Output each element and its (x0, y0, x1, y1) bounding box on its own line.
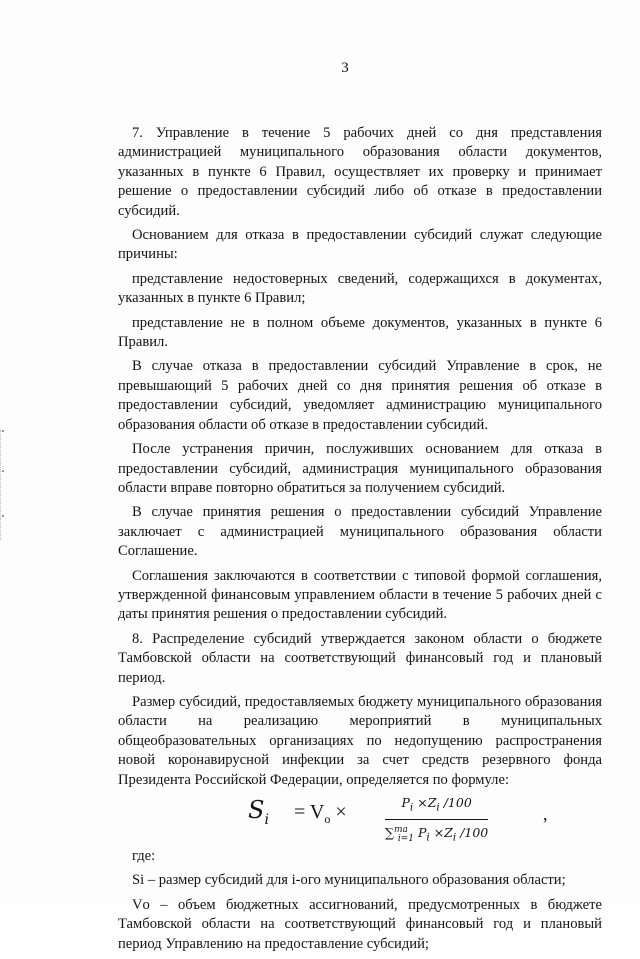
formula-denominator: ∑$^{ma}_{i=1}$ $P_i \times Z_i$ /100 (385, 824, 489, 844)
document-body (118, 124, 602, 959)
paragraph-agreement: В случае принятия решения о предоставлении субсидий Управление заключает с администрацией муниципального образования области Соглашение. (118, 504, 602, 560)
paragraph-8: 8. Распределение субсидий утверждается законом области о бюджете Тамбовской области на соответствующий финансовый год и плановый период. (118, 630, 602, 686)
formula-rhs-start: = $V_о$ × (294, 801, 347, 826)
margin-dot (2, 430, 4, 432)
page-number: 3 (341, 60, 349, 76)
formula-fraction (385, 793, 488, 849)
paragraph-7: 7. Управление в течение 5 рабочих дней со дня представления администрацией муниципального образования области документов, указанных в пункте 6 Правил, осуществляет их проверку и принимает решение о предоставлении субсидий либо об отказе в предоставлении субсидий. (118, 125, 602, 219)
paragraph-refusal-notice: В случае отказа в предоставлении субсидий Управление в срок, не превышающий 5 рабочих дней со дня принятия решения об отказе в предоставлении субсидий, уведомляет администрацию муниципального образования области об отказе в предоставлении субсидий. (118, 358, 602, 433)
margin-dot (2, 470, 4, 472)
paragraph-agreement-form: Соглашения заключаются в соответствии с типовой формой соглашения, утвержденной финансовым управлением области в течение 5 рабочих дней с даты принятия решения о предоставлении субсидий. (118, 567, 602, 623)
margin-scan-mark (0, 430, 4, 540)
formula-trailing-comma: , (543, 804, 548, 824)
paragraph-reason-1: представление недостоверных сведений, содержащихся в документах, указанных в пункте 6 Правил; (118, 270, 602, 307)
paragraph-where: где: (132, 848, 156, 864)
formula-lhs: $S_i$ (248, 796, 269, 828)
subsidy-formula (118, 795, 602, 844)
paragraph-reason-2: представление не в полном объеме документов, указанных в пункте 6 Правил. (118, 314, 602, 351)
paragraph-reapply: После устранения причин, послуживших основанием для отказа в предоставлении субсидий, администрация муниципального образования области вправе повторно обратиться за получением субсидий. (118, 441, 602, 496)
paragraph-vo-definition: Vо – объем бюджетных ассигнований, предусмотренных в бюджете Тамбовской области на соответствующий финансовый год и плановый период Управлению на предоставление субсидий; (118, 896, 602, 952)
paragraph-subsidy-size: Размер субсидий, предоставляемых бюджету муниципального образования области на реализацию мероприятий в муниципальных общеобразовательных организациях по недопущению распространения новой коронавирусной инфекции за счет средств резервного фонда Президента Российской Федерации, определяется по формуле: (118, 693, 602, 788)
formula-numerator: $P_i \times Z_i$ /100 (385, 793, 488, 820)
paragraph-refusal-grounds: Основанием для отказа в предоставлении субсидий служат следующие причины: (118, 227, 602, 263)
margin-dot (2, 515, 4, 517)
paragraph-si-definition: Si – размер субсидий для i-ого муниципального образования области; (132, 872, 566, 889)
